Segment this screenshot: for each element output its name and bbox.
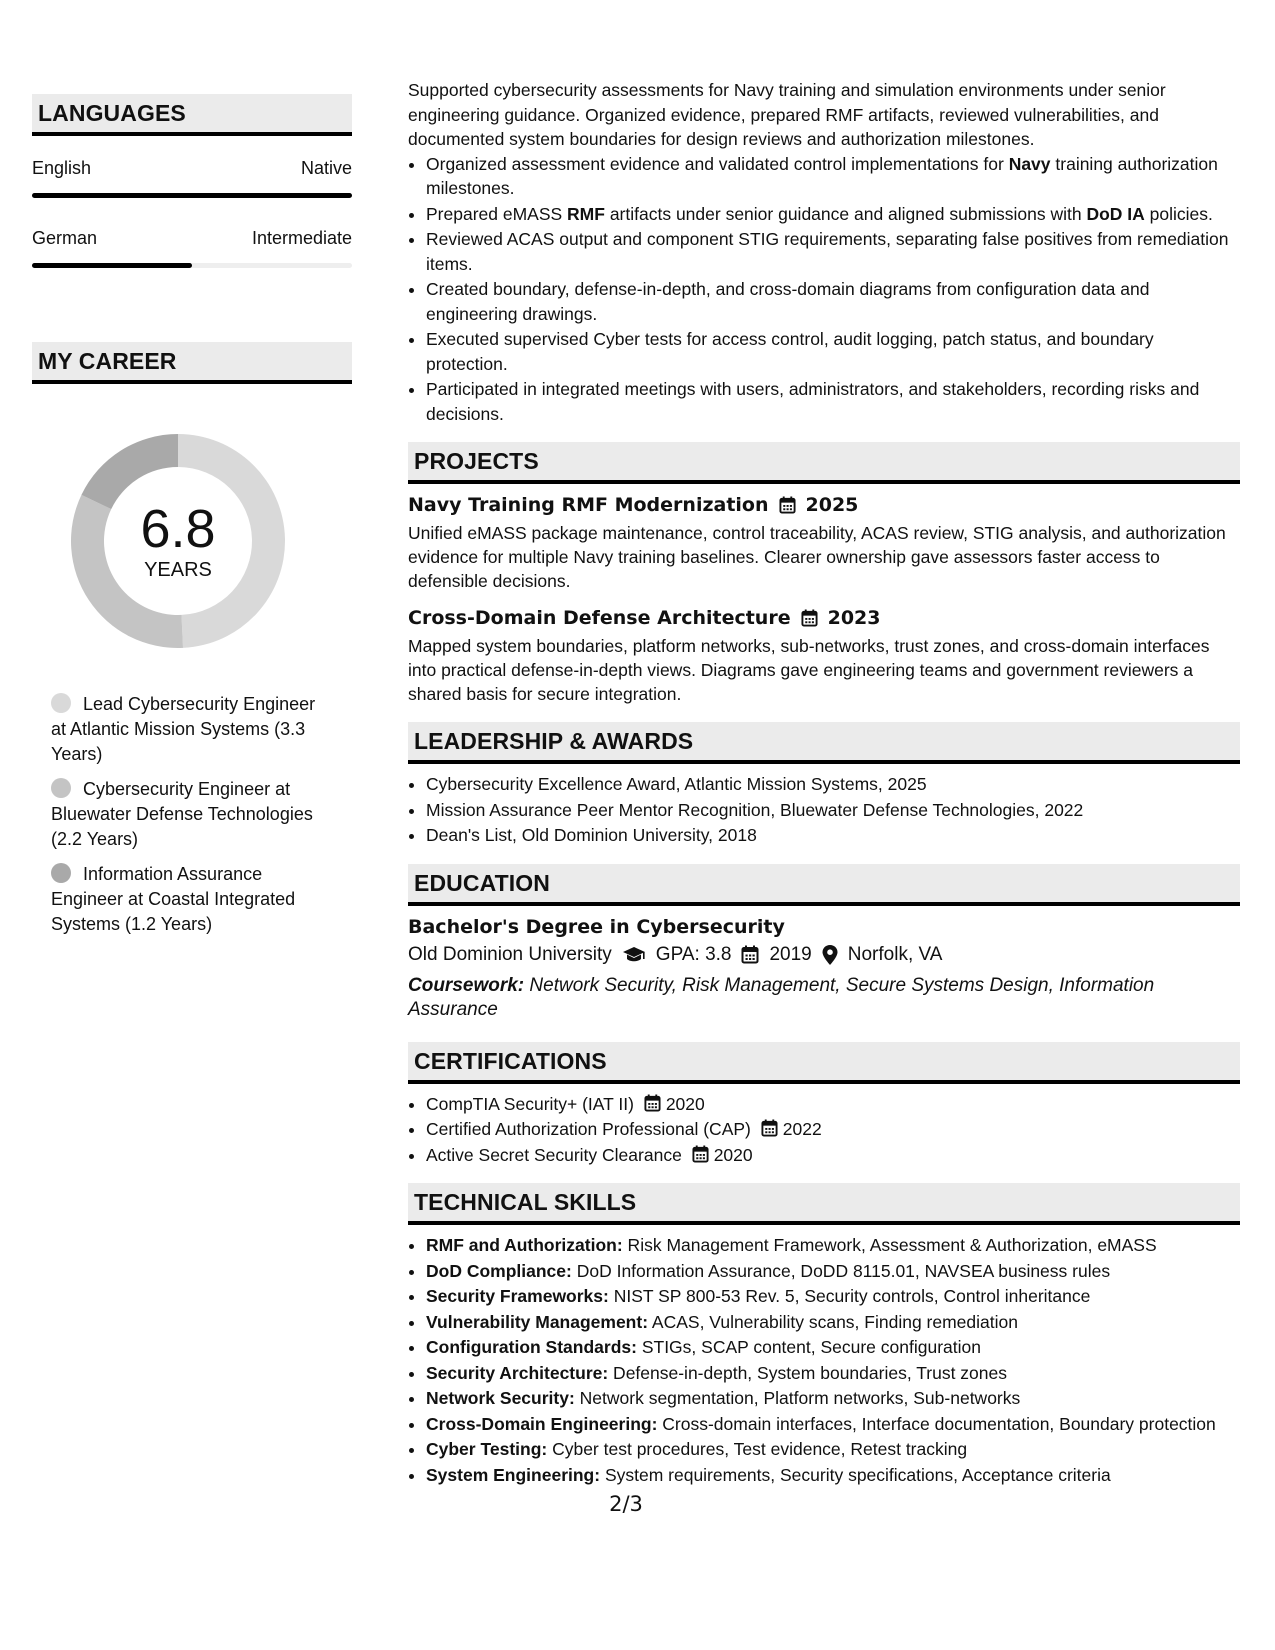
calendar-icon — [801, 609, 818, 627]
career-job-text: Lead Cybersecurity Engineer at Atlantic Mission Systems (3.3 Years) — [51, 694, 316, 764]
career-legend-item — [51, 777, 333, 852]
project-year: 2025 — [805, 494, 859, 516]
location-pin-icon — [822, 945, 838, 965]
skill-item — [426, 1310, 1240, 1335]
language-proficiency-fill — [32, 193, 352, 198]
skill-label: Security Architecture: — [426, 1362, 609, 1383]
skill-text: DoD Information Assurance, DoDD 8115.01, NAVSEA business rules — [571, 1260, 1111, 1281]
skill-text: STIGs, SCAP content, Secure configuration — [636, 1337, 981, 1357]
education-heading: EDUCATION — [408, 864, 1240, 906]
career-total-unit: YEARS — [144, 558, 212, 581]
experience-bullet — [426, 152, 1240, 201]
experience-bullet — [426, 327, 1240, 376]
education-gpa: GPA: 3.8 — [655, 943, 732, 965]
skill-item — [426, 1463, 1240, 1488]
calendar-icon — [761, 1119, 778, 1137]
skills-heading: TECHNICAL SKILLS — [408, 1183, 1240, 1225]
bullet-text: training authorization milestones. — [426, 153, 1218, 198]
education-year: 2019 — [769, 943, 812, 965]
career-heading: MY CAREER — [32, 342, 352, 384]
skill-text: Risk Management Framework, Assessment & Authorization, eMASS — [622, 1235, 1157, 1255]
certification-year: 2020 — [665, 1093, 705, 1114]
skill-label: Security Frameworks: — [426, 1286, 609, 1306]
experience-bullet — [426, 377, 1240, 426]
bullet-text: Prepared eMASS — [426, 203, 568, 224]
skill-label: DoD Compliance: — [426, 1260, 572, 1281]
experience-bullet — [426, 227, 1240, 276]
awards-list — [408, 772, 1240, 848]
legend-dot — [51, 778, 71, 798]
skill-text: Defense-in-depth, System boundaries, Trust zones — [608, 1362, 1008, 1383]
languages-heading: LANGUAGES — [32, 94, 352, 136]
calendar-icon — [779, 496, 796, 514]
bullet-text: Executed supervised Cyber tests for access control, audit logging, patch status, and boundary protection. — [426, 329, 1154, 374]
projects-heading: PROJECTS — [408, 442, 1240, 484]
skills-section — [408, 1183, 1240, 1487]
certification-item — [426, 1143, 1240, 1168]
projects-section — [408, 442, 1240, 706]
language-proficiency-bar — [32, 263, 352, 268]
career-job-text: Cybersecurity Engineer at Bluewater Defense Technologies (2.2 Years) — [51, 779, 313, 849]
calendar-icon — [644, 1094, 661, 1112]
language-item — [32, 158, 352, 198]
experience-bullet — [426, 277, 1240, 326]
bullet-bold-text: DoD IA — [1086, 203, 1145, 224]
certification-name: CompTIA Security+ (IAT II) — [426, 1093, 634, 1114]
bullet-bold-text: RMF — [567, 203, 605, 224]
certifications-list — [408, 1092, 1240, 1168]
skill-label: Configuration Standards: — [426, 1337, 637, 1357]
awards-heading: LEADERSHIP & AWARDS — [408, 722, 1240, 764]
skill-text: NIST SP 800-53 Rev. 5, Security controls, Control inheritance — [608, 1286, 1091, 1306]
project-item — [408, 494, 1240, 593]
certification-item — [426, 1092, 1240, 1117]
skill-text: ACAS, Vulnerability scans, Finding remediation — [648, 1311, 1018, 1332]
project-name: Navy Training RMF Modernization — [408, 494, 769, 516]
skill-label: Vulnerability Management: — [426, 1311, 649, 1332]
coursework-label: Coursework: — [408, 974, 525, 996]
project-item — [408, 607, 1240, 706]
bullet-text: Participated in integrated meetings with users, administrators, and stakeholders, recording risks and decisions. — [426, 379, 1200, 424]
education-degree: Bachelor's Degree in Cybersecurity — [408, 915, 785, 938]
career-legend — [32, 692, 333, 937]
project-year: 2023 — [827, 607, 881, 629]
skill-text: Network segmentation, Platform networks, Sub-networks — [574, 1388, 1021, 1408]
language-level: Intermediate — [251, 228, 352, 248]
calendar-icon — [692, 1145, 709, 1163]
skill-text: Cross-domain interfaces, Interface documentation, Boundary protection — [657, 1413, 1216, 1434]
main-content — [408, 78, 1240, 1488]
education-school: Old Dominion University — [408, 943, 612, 965]
career-total-value: 6.8 — [140, 498, 216, 559]
bullet-text: Created boundary, defense-in-depth, and cross-domain diagrams from configuration data and engineering drawings. — [426, 279, 1150, 324]
skill-item — [426, 1259, 1240, 1284]
project-description: Mapped system boundaries, platform networks, sub-networks, trust zones, and cross-domain interfaces into practical defense-in-depth views. Diagrams gave engineering teams and government reviewers a shared basis for secure integration. — [408, 636, 1210, 704]
education-section — [408, 864, 1240, 1022]
legend-dot — [51, 863, 71, 883]
education-location: Norfolk, VA — [847, 943, 943, 965]
bullet-text: policies. — [1144, 203, 1213, 224]
sidebar — [32, 94, 352, 947]
career-donut-chart — [63, 426, 293, 656]
career-job-text: Information Assurance Engineer at Coastal Integrated Systems (1.2 Years) — [51, 864, 296, 934]
certification-year: 2020 — [713, 1144, 753, 1165]
skill-item — [426, 1335, 1240, 1360]
coursework-list: Network Security, Risk Management, Secure Systems Design, Information Assurance — [408, 974, 1155, 1020]
skill-item — [426, 1386, 1240, 1411]
career-legend-item — [51, 692, 333, 767]
awards-section — [408, 722, 1240, 848]
award-item: • Mission Assurance Peer Mentor Recognition, Bluewater Defense Technologies, 2022 — [426, 798, 1240, 823]
skill-label: RMF and Authorization: — [426, 1235, 623, 1255]
bullet-text: Reviewed ACAS output and component STIG requirements, separating false positives from remediation items. — [426, 229, 1229, 274]
skill-item — [426, 1284, 1240, 1309]
award-item: • Dean's List, Old Dominion University, 2018 — [426, 823, 1240, 848]
bullet-text: artifacts under senior guidance and aligned submissions with — [604, 203, 1087, 224]
skill-text: System requirements, Security specifications, Acceptance criteria — [600, 1464, 1111, 1485]
skill-text: Cyber test procedures, Test evidence, Retest tracking — [547, 1439, 968, 1459]
certifications-section — [408, 1042, 1240, 1168]
certification-name: Certified Authorization Professional (CAP) — [426, 1119, 751, 1139]
experience-summary: Supported cybersecurity assessments for Navy training and simulation environments under senior engineering guidance. Organized evidence, prepared RMF artifacts, reviewed vulnerabilities, and documented system boundaries for design reviews and authorization milestones. — [408, 80, 1166, 149]
language-proficiency-bar — [32, 193, 352, 198]
skill-item — [426, 1233, 1240, 1258]
legend-dot — [51, 693, 71, 713]
calendar-icon — [741, 945, 759, 964]
language-proficiency-fill — [32, 263, 192, 268]
education-meta — [408, 944, 1240, 966]
projects-list — [408, 494, 1240, 706]
award-item: • Cybersecurity Excellence Award, Atlantic Mission Systems, 2025 — [426, 772, 1240, 797]
language-name: German — [32, 228, 98, 248]
language-item — [32, 228, 352, 268]
skill-label: Cyber Testing: — [426, 1439, 548, 1459]
skill-item — [426, 1437, 1240, 1462]
graduation-cap-icon — [622, 946, 646, 964]
certification-year: 2022 — [782, 1119, 822, 1139]
bullet-bold-text: Navy — [1008, 153, 1051, 174]
certification-item — [426, 1117, 1240, 1142]
experience-bullets — [408, 152, 1240, 427]
education-coursework — [408, 974, 1240, 1022]
skill-label: Network Security: — [426, 1388, 575, 1408]
project-description: Unified eMASS package maintenance, control traceability, ACAS review, STIG analysis, and authorization evidence for multiple Navy training baselines. Clearer ownership gave assessors faster access to defensible decisions. — [408, 523, 1226, 591]
skill-item — [426, 1412, 1240, 1437]
skill-label: System Engineering: — [426, 1464, 601, 1485]
certifications-heading: CERTIFICATIONS — [408, 1042, 1240, 1084]
bullet-text: Organized assessment evidence and validated control implementations for — [426, 153, 1009, 174]
skills-list — [408, 1233, 1240, 1487]
skill-item — [426, 1361, 1240, 1386]
page-number: 2/3 — [609, 1492, 643, 1516]
experience-bullet — [426, 202, 1240, 227]
certification-name: Active Secret Security Clearance — [426, 1144, 682, 1165]
career-legend-item — [51, 862, 333, 937]
language-name: English — [32, 158, 92, 178]
project-name: Cross-Domain Defense Architecture — [408, 607, 791, 629]
skill-label: Cross-Domain Engineering: — [426, 1413, 658, 1434]
language-level: Native — [300, 158, 352, 178]
